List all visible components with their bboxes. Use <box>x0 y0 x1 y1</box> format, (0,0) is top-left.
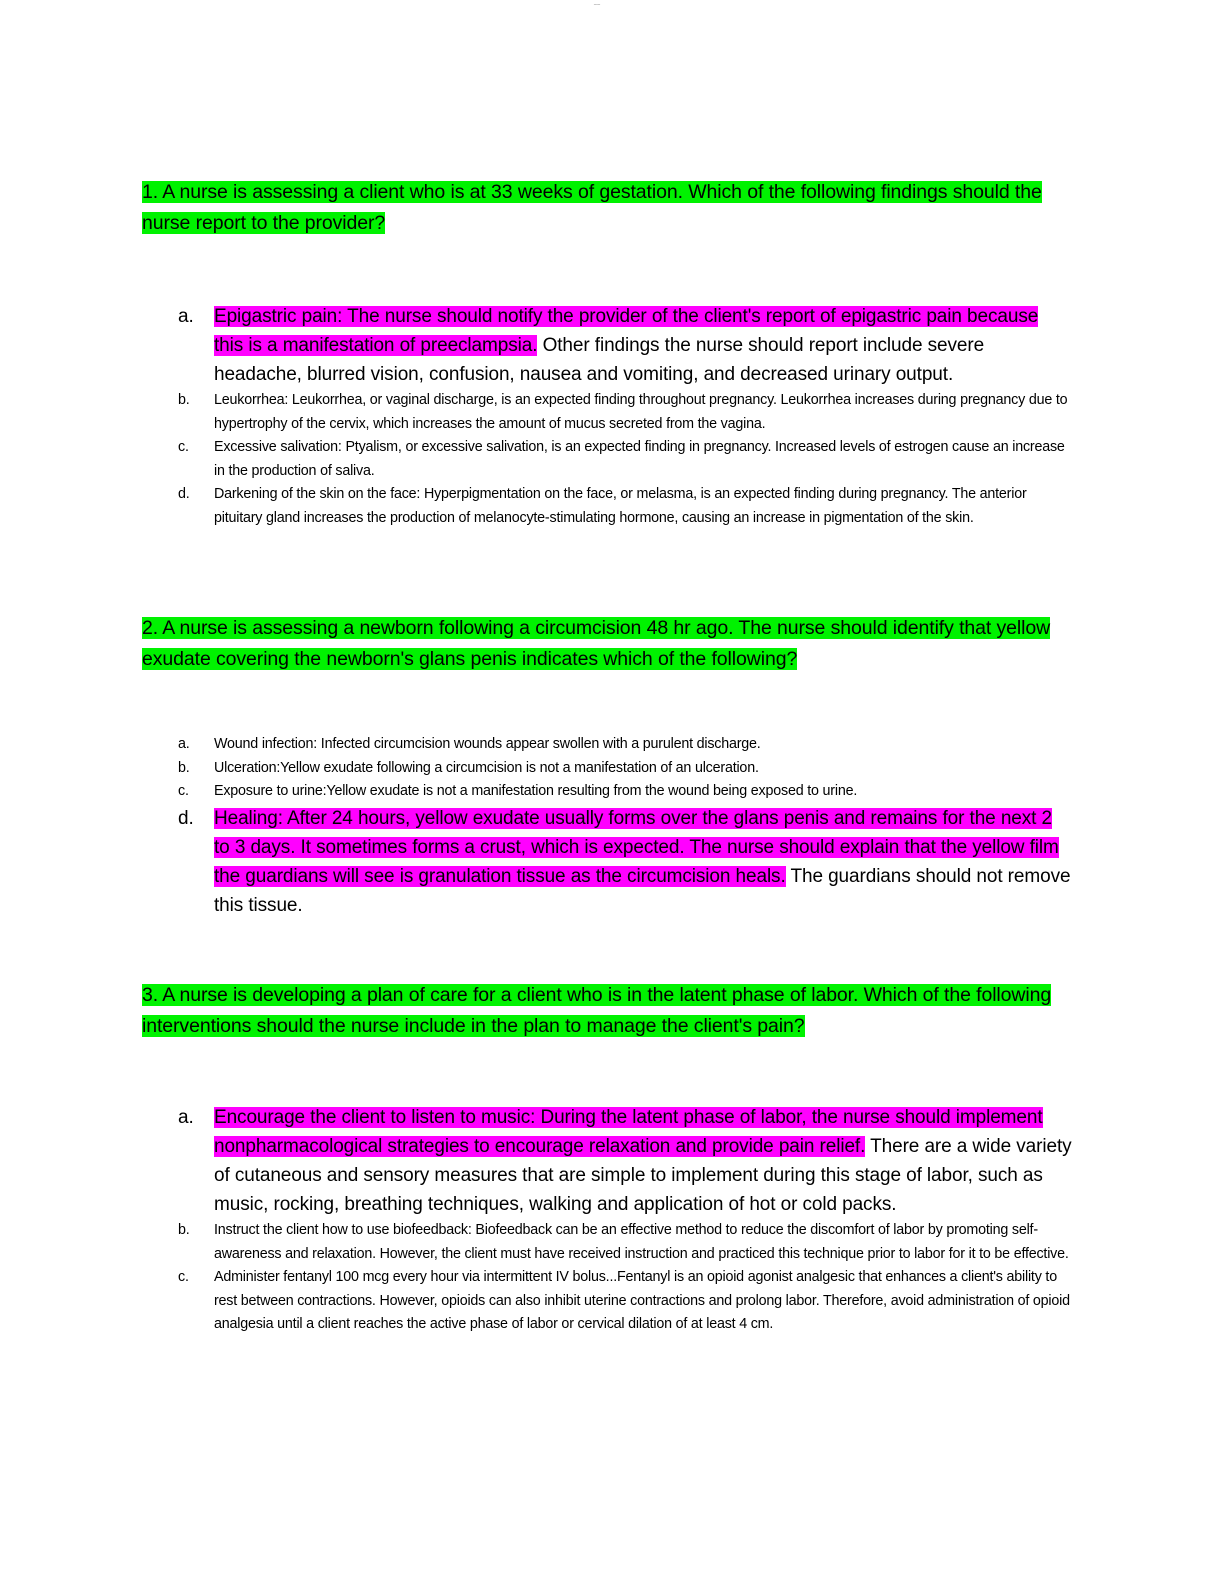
correct-answer-highlight: Encourage the client to listen to music: During the latent phase of labor, the nurse should implement nonpharmacological strategies to encourage relaxation and provide pain relief. <box>214 1107 1043 1157</box>
question-3-options <box>142 1103 1072 1337</box>
question-3-option-a <box>142 1103 1072 1219</box>
question-3-option-c <box>142 1266 1072 1337</box>
question-2-option-a <box>142 733 1072 757</box>
question-2-option-d <box>142 804 1072 920</box>
question-1-options <box>142 302 1072 530</box>
correct-answer-highlight: Epigastric pain: The nurse should notify the provider of the client's report of epigastric pain because this is a manifestation of preeclampsia. <box>214 306 1039 356</box>
option-letter: b. <box>178 392 190 408</box>
question-1-option-d <box>142 483 1072 530</box>
option-text: Darkening of the skin on the face: Hyperpigmentation on the face, or melasma, is an expected finding during pregnancy. The anterior pituitary gland increases the production of melanocyte-stimulating hormone, causing an increase in pigmentation of the skin. <box>214 486 1027 526</box>
option-text: Excessive salivation: Ptyalism, or excessive salivation, is an expected finding in pregnancy. Increased levels of estrogen cause an increase in the production of saliva. <box>214 439 1065 479</box>
question-2-option-c <box>142 780 1072 804</box>
option-text: Instruct the client how to use biofeedback: Biofeedback can be an effective method to reduce the discomfort of labor by promoting self-awareness and relaxation. However, the client must have received instruction and practiced this technique prior to labor for it to be effective. <box>214 1222 1069 1262</box>
option-letter: c. <box>178 783 189 799</box>
option-letter: b. <box>178 759 190 776</box>
option-letter: c. <box>178 439 189 455</box>
option-text: Wound infection: Infected circumcision wounds appear swollen with a purulent discharge. <box>214 736 761 752</box>
option-text: Other findings the nurse should report include severe headache, blurred vision, confusion, nausea and vomiting, and decreased urinary output. <box>214 335 985 385</box>
question-1-stem <box>142 177 1062 239</box>
question-2-options <box>142 733 1072 920</box>
option-letter: b. <box>178 1222 190 1238</box>
option-text: The guardians should not remove this tissue. <box>214 865 1071 916</box>
question-1-stem-text: 1. A nurse is assessing a client who is at 33 weeks of gestation. Which of the following findings should the nurse report to the provider? <box>142 181 1042 234</box>
question-1-option-c <box>142 436 1072 483</box>
question-3-stem-text: 3. A nurse is developing a plan of care for a client who is in the latent phase of labor. Which of the following interventions should the nurse include in the plan to manage the client's pain? <box>142 984 1052 1037</box>
question-1-option-b <box>142 389 1072 436</box>
option-text: Ulceration:Yellow exudate following a circumcision is not a manifestation of an ulceration. <box>214 759 759 776</box>
option-letter: d. <box>178 807 194 829</box>
option-text: Administer fentanyl 100 mcg every hour via intermittent IV bolus...Fentanyl is an opioid agonist analgesic that enhances a client's ability to rest between contractions. However, opioids can also inhibit uterine contractions and prolong labor. Therefore, avoid administration of opioid analgesia until a client reaches the active phase of labor or cervical dilation of at least 4 cm. <box>214 1269 1070 1332</box>
page-marker: __ <box>594 0 601 6</box>
option-letter: a. <box>178 1107 194 1128</box>
option-text: There are a wide variety of cutaneous and sensory measures that are simple to implement during this stage of labor, such as music, rocking, breathing techniques, walking and application of hot or cold packs. <box>214 1136 1072 1215</box>
option-letter: d. <box>178 486 190 502</box>
question-2-option-b <box>142 757 1072 781</box>
correct-answer-highlight: Healing: After 24 hours, yellow exudate usually forms over the glans penis and remains for the next 2 to 3 days. It sometimes forms a crust, which is expected. The nurse should explain that the yellow film the guardians will see is granulation tissue as the circumcision heals. <box>214 807 1059 887</box>
question-3-stem <box>142 980 1062 1042</box>
question-2-stem <box>142 613 1062 675</box>
question-3-option-b <box>142 1219 1072 1266</box>
option-letter: a. <box>178 306 194 327</box>
question-1-option-a <box>142 302 1072 389</box>
question-2-stem-text: 2. A nurse is assessing a newborn following a circumcision 48 hr ago. The nurse should identify that yellow exudate covering the newborn's glans penis indicates which of the following? <box>142 617 1051 670</box>
option-letter: c. <box>178 1269 189 1285</box>
option-text: Exposure to urine:Yellow exudate is not a manifestation resulting from the wound being exposed to urine. <box>214 783 858 799</box>
option-text: Leukorrhea: Leukorrhea, or vaginal discharge, is an expected finding throughout pregnancy. Leukorrhea increases during pregnancy due to hypertrophy of the cervix, which increases the amount of mucus secreted from the vagina. <box>214 392 1068 432</box>
option-letter: a. <box>178 736 190 752</box>
